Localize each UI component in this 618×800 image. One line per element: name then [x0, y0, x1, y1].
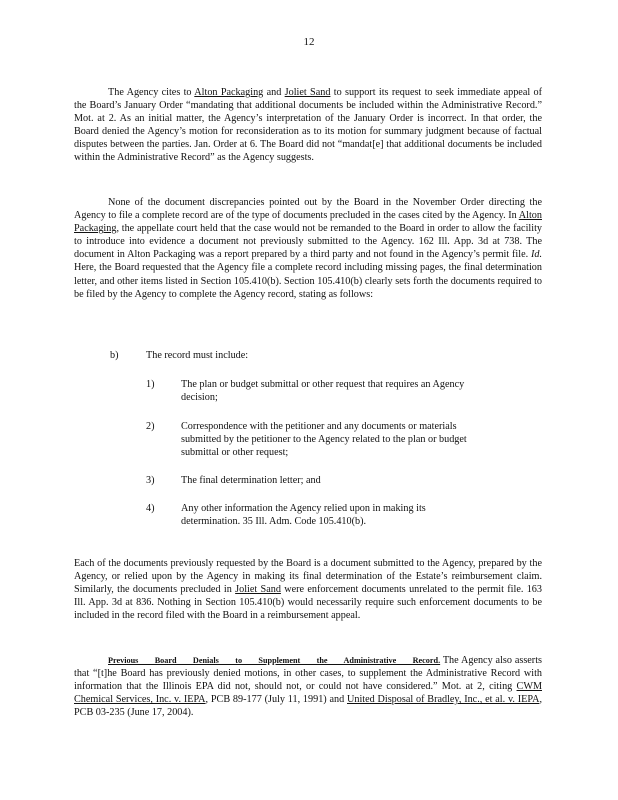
para1-text-2: and [263, 87, 285, 98]
quote-item-text: The plan or budget submittal or other request that requires an Agency decision; [181, 379, 465, 404]
para1-text-1: The Agency cites to [108, 87, 195, 98]
para2-text-3: Here, the Board requested that the Agency file a complete record including missing pages, the final determination letter, and other items listed in Section 105.410(b). Section 105.410(b) clearly sets forth the documents required to be filed by the Agency to complete the Agency record, stating as follows: [74, 262, 542, 300]
case-united-disposal: United Disposal of Bradley, Inc., et al. v. IEPA [347, 694, 540, 706]
para3-text-1: Each of the documents previously requested by the Board is a document submitted to the Agency, prepared by the Agency, or relied upon by the Agency in making its final determination of the Estate’s reimbursement claim. Similarly, the documents precluded in [74, 558, 542, 596]
case-joliet-sand: Joliet Sand [284, 87, 331, 98]
quote-item-text: Any other information the Agency relied upon in making its determination. 35 Ill. Adm. Code 105.410(b). [181, 503, 426, 528]
para4-text-2: , PCB 89-177 (July 11, 1991) and [205, 694, 347, 706]
quote-item-number: 1) [146, 379, 155, 390]
quote-item-text: The final determination letter; and [181, 475, 321, 486]
paragraph-previous-denials [74, 654, 542, 719]
quote-item-text: Correspondence with the petitioner and any documents or materials submitted by the petitioner to the Agency related to the plan or budget submittal or other request; [181, 421, 467, 459]
case-joliet-sand: Joliet Sand [235, 584, 281, 596]
para2-text-1: None of the document discrepancies pointed out by the Board in the November Order directing the Agency to file a complete record are of the type of documents precluded in the cases cited by the Agency. In [74, 197, 542, 222]
para1-text-3: to support its request to seek immediate appeal of the Board’s January Order “mandating that additional documents be included within the Administrative Record.” Mot. at 2. As an initial matter, the Agency’s interpretation of the January Order is incorrect. In that order, the Board denied the Agency’s motion for reconsideration as to its motion for summary judgment because of factual disputes between the parties. Jan. Order at 6. The Board did not “mandat[e] that additional documents be included within the Administrative Record” as the Agency suggests. [74, 87, 542, 164]
citation-id: Id. [530, 249, 542, 261]
para4-text-1: The Agency also asserts that “[t]he Board has previously denied motions, in other cases, to supplement the Administrative Record with information that the Illinois EPA did not, should not, or could not have considered.” Mot. at 2, citing [74, 655, 542, 693]
quote-item-number: 4) [146, 503, 155, 514]
para4-text-3: , PCB 03-235 (June 17, 2004). [74, 694, 542, 719]
para3-text-2: were enforcement documents unrelated to the permit file. 163 Ill. App. 3d at 836. Nothing in Section 105.410(b) would necessarily require such enforcement documents to be included in the record filed with the Board in a reimbursement appeal. [74, 584, 542, 622]
para2-text-2: , the appellate court held that the case would not be remanded to the Board in order to allow the facility to introduce into evidence a document not previously submitted to the Agency. 162 Ill. App. 3d at 738. The document in Alton Packaging was a report prepared by a third party and not found in the Agency’s permit file. [74, 223, 542, 261]
case-alton-packaging: Alton Packaging [74, 210, 542, 235]
paragraph-agency-cites [74, 86, 542, 165]
quote-item-number: 2) [146, 421, 155, 432]
paragraph-each-of-documents [74, 557, 542, 622]
case-cwm-chemical: CWM Chemical Services, Inc. v. IEPA [74, 681, 542, 706]
quote-label: b) [110, 350, 119, 361]
paragraph-document-discrepancies [74, 196, 542, 301]
quote-intro-text: The record must include: [146, 350, 249, 361]
page-number: 12 [303, 36, 315, 48]
case-alton-packaging: Alton Packaging [194, 87, 264, 98]
quote-item-number: 3) [146, 475, 155, 486]
section-heading: Previous Board Denials to Supplement the Administrative Record. [108, 656, 441, 665]
